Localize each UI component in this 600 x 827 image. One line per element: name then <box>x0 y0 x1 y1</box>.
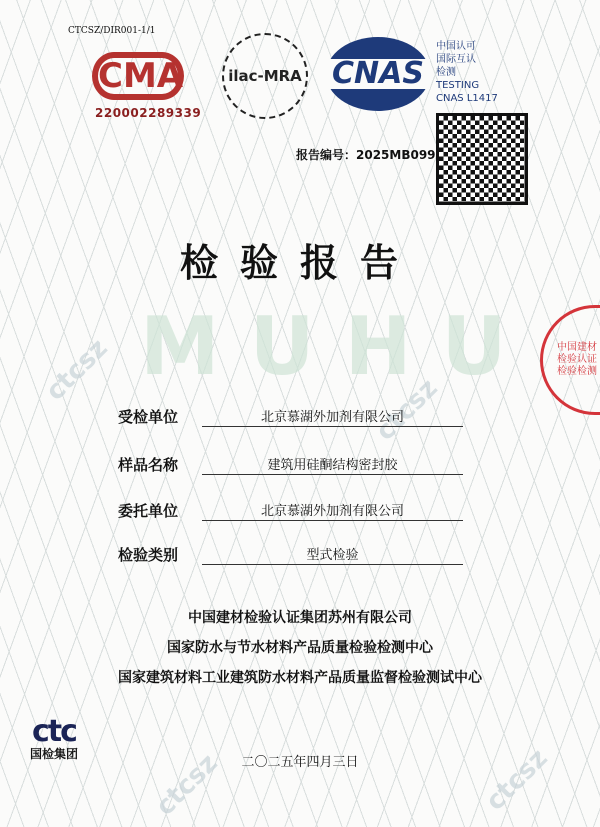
field-sample-name: 样品名称 建筑用硅酮结构密封胶 <box>118 454 463 475</box>
watermark-ctcsz: ctcsz <box>480 743 554 817</box>
ilac-mra-logo: ilac-MRA <box>222 33 308 119</box>
cnas-accreditation-text: 中国认可 国际互认 检测 TESTING CNAS L1417 <box>436 41 498 104</box>
page-title: 检验报告 <box>179 240 420 285</box>
qr-code[interactable] <box>436 113 528 205</box>
watermark-ctcsz: ctcsz <box>150 748 224 822</box>
red-seal-stamp: 中国建材检验认证 检验检测 <box>540 305 600 415</box>
field-inspected-unit: 受检单位 北京慕湖外加剂有限公司 <box>118 406 463 427</box>
organization-name: 国家建筑材料工业建筑防水材料产品质量监督检验测试中心 <box>118 670 482 686</box>
ctc-logo: ctc <box>32 714 76 749</box>
watermark-ctcsz: ctcsz <box>370 373 444 447</box>
cnas-logo: CNAS <box>326 37 430 111</box>
organization-name: 国家防水与节水材料产品质量检验检测中心 <box>167 640 433 656</box>
watermark-ctcsz: ctcsz <box>40 333 114 407</box>
report-date: 二〇二五年四月三日 <box>241 755 359 770</box>
report-number: 报告编号：2025MB099 <box>296 148 436 162</box>
cma-logo: CMA <box>92 52 184 100</box>
field-inspection-type: 检验类别 型式检验 <box>118 544 463 565</box>
organization-name: 中国建材检验认证集团苏州有限公司 <box>188 610 412 626</box>
document-code: CTCSZ/DIR001-1/1 <box>68 26 156 36</box>
field-client-unit: 委托单位 北京慕湖外加剂有限公司 <box>118 500 463 521</box>
cma-number: 220002289339 <box>95 106 202 120</box>
ctc-logo-name: 国检集团 <box>30 747 79 761</box>
muhu-watermark: MUHU <box>140 300 537 393</box>
